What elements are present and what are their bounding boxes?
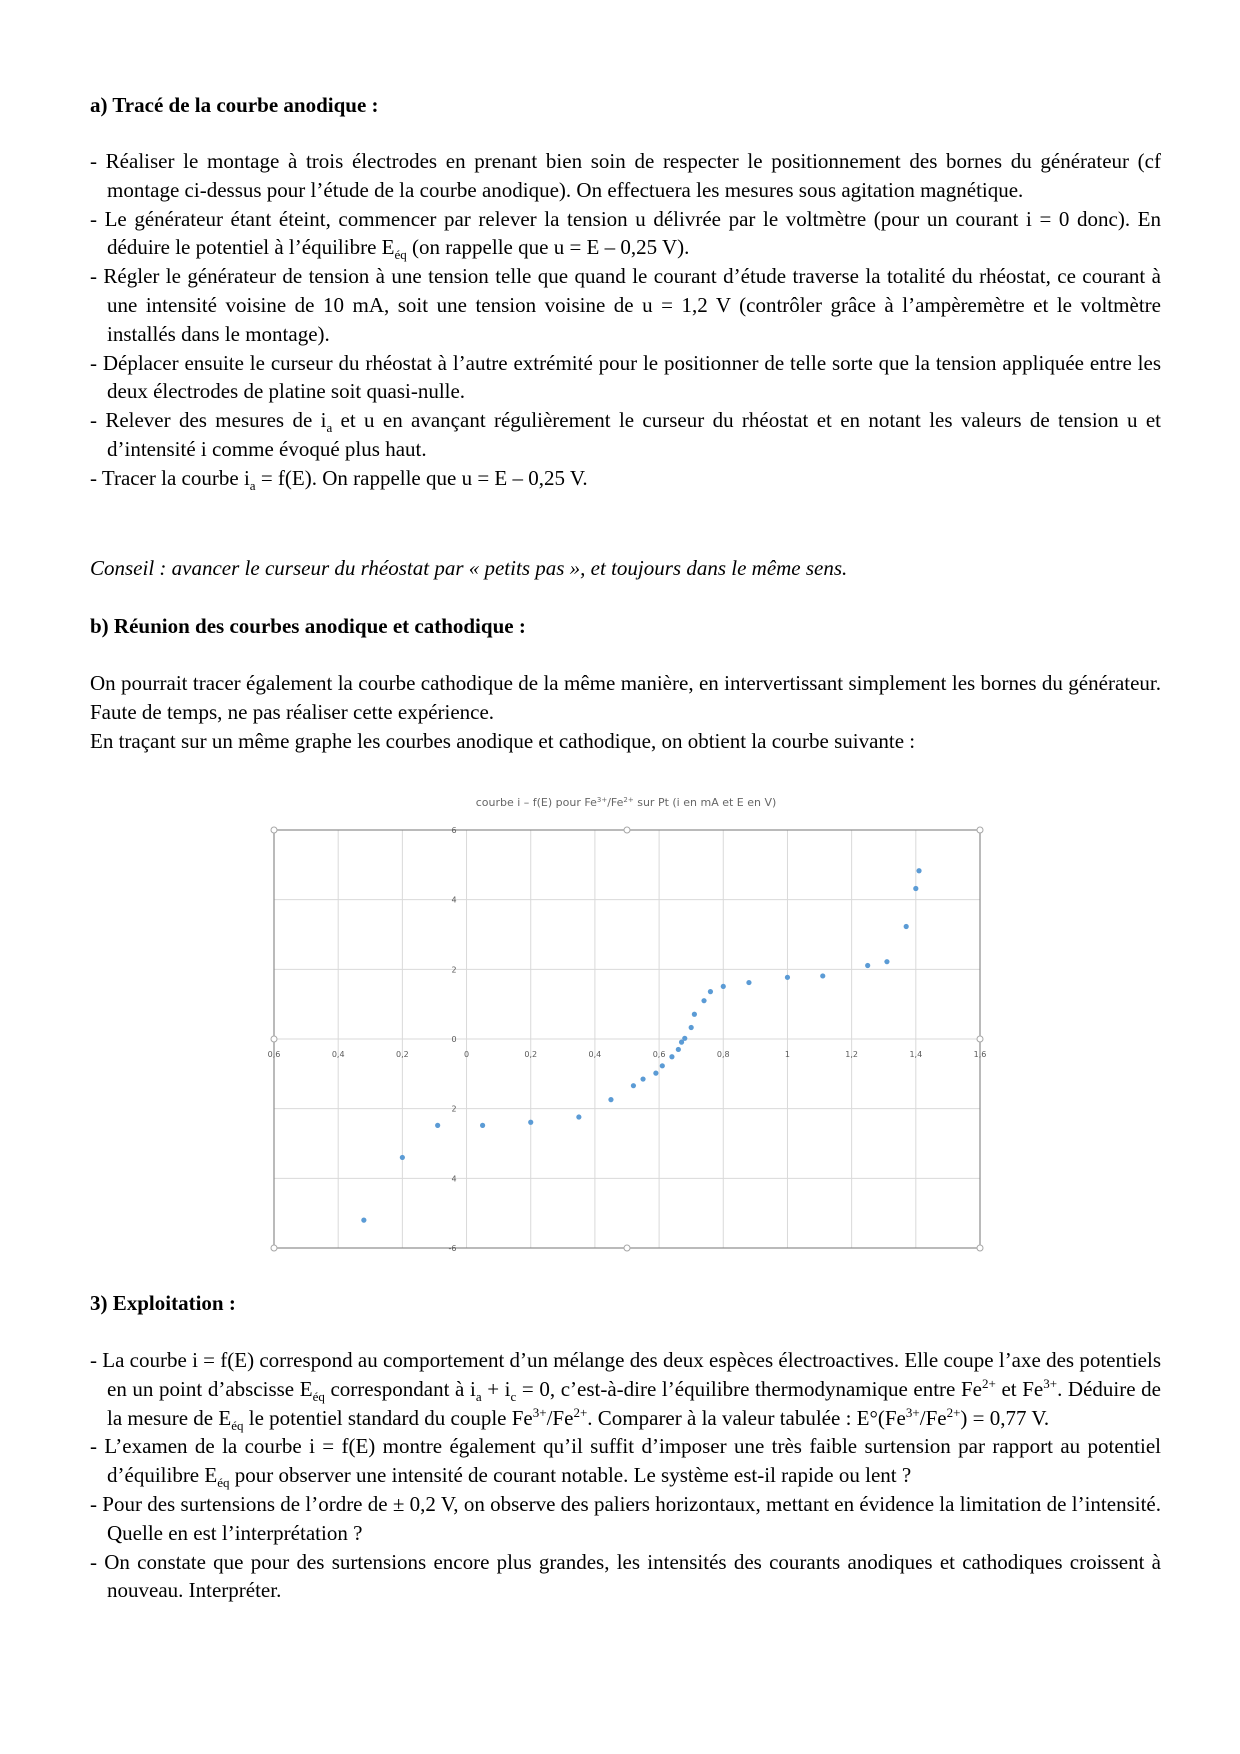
chart-title-part: /Fe	[607, 796, 624, 809]
x-tick-label: 0,2	[524, 1050, 538, 1059]
chart-title	[476, 796, 777, 809]
subscript: a	[326, 420, 333, 436]
y-tick-label: 4	[451, 1174, 457, 1184]
subscript: éq	[312, 1388, 325, 1404]
y-tick-label: 2	[451, 965, 457, 975]
text-run: - Le générateur étant éteint, commencer par relever la tension u délivrée par le voltmètre (pour un courant i = 0 donc). En déduire le potentiel à l’équilibre E	[90, 206, 1161, 260]
data-point	[708, 989, 713, 994]
text-run: - Tracer la courbe i	[90, 465, 250, 490]
text-run: + i	[481, 1376, 511, 1401]
x-tick-label: 1	[784, 1050, 791, 1059]
subscript: éq	[231, 1417, 244, 1433]
text-run: et u en avançant régulièrement le curseur du rhéostat et en notant les valeurs de tension u et d’intensité i comme évoqué plus haut.	[107, 408, 1161, 461]
data-point	[653, 1071, 658, 1076]
data-point	[400, 1155, 405, 1160]
chart-title-part: 3+	[596, 796, 608, 804]
text-run: . Comparer à la valeur tabulée : E°(Fe	[587, 1405, 906, 1430]
data-point	[660, 1063, 665, 1068]
y-tick-label: 4	[451, 895, 457, 905]
x-tick-label: 1,4	[909, 1050, 923, 1059]
resize-handle	[977, 1036, 983, 1042]
resize-handle	[271, 1245, 277, 1251]
subscript: éq	[217, 1475, 230, 1491]
subscript: c	[510, 1388, 517, 1404]
x-tick-label: 0,6	[267, 1050, 281, 1059]
data-point	[435, 1123, 440, 1128]
subscript: a	[249, 477, 256, 493]
exploitation-list	[90, 1346, 1161, 1605]
resize-handle	[624, 827, 630, 833]
heading-reunion-courbes: b) Réunion des courbes anodique et cathodique :	[90, 614, 526, 638]
data-point	[701, 998, 706, 1003]
data-point	[676, 1047, 681, 1052]
data-point	[669, 1054, 674, 1059]
resize-handle	[271, 827, 277, 833]
text-run: - Réaliser le montage à trois électrodes en prenant bien soin de respecter le positionnement des bornes du générateur (cf montage ci-dessus pour l’étude de la courbe anodique). On effectuera les mesures sous agitation magnétique.	[90, 149, 1161, 202]
x-tick-label: 0,4	[331, 1050, 345, 1059]
data-point	[631, 1083, 636, 1088]
data-point	[576, 1114, 581, 1119]
text-run: = f(E). On rappelle que u = E – 0,25 V.	[255, 465, 588, 490]
text-run: correspondant à i	[324, 1376, 476, 1401]
chart-title-part: sur Pt (i en mA et E en V)	[633, 796, 777, 809]
data-point	[689, 1025, 694, 1030]
list-item	[90, 1346, 1161, 1432]
y-tick-label: -6	[448, 1244, 457, 1253]
text-run: - Déplacer ensuite le curseur du rhéostat à l’autre extrémité pour le positionner de telle sorte que la tension appliquée entre les deux électrodes de platine soit quasi-nulle.	[90, 350, 1161, 404]
list-item	[90, 147, 1161, 205]
y-tick-label: 2	[451, 1104, 457, 1114]
data-point	[640, 1076, 645, 1081]
data-point	[884, 959, 889, 964]
scatter-chart	[260, 780, 1000, 1270]
x-tick-label: 1,2	[845, 1050, 859, 1059]
resize-handle	[271, 1036, 277, 1042]
text-run: le potentiel standard du couple Fe	[243, 1405, 533, 1430]
data-point	[913, 886, 918, 891]
data-point	[608, 1097, 613, 1102]
resize-handle	[624, 1245, 630, 1251]
data-point	[721, 984, 726, 989]
instructions-list-a	[90, 147, 1161, 493]
resize-handle	[977, 1245, 983, 1251]
list-item	[90, 1490, 1161, 1548]
text-run: ) = 0,77 V.	[960, 1405, 1050, 1430]
list-item	[90, 1548, 1161, 1606]
data-point	[528, 1120, 533, 1125]
y-tick-label: 0	[451, 1035, 457, 1044]
heading-exploitation: 3) Exploitation :	[90, 1291, 236, 1315]
text-run: - Relever des mesures de i	[90, 408, 327, 433]
text-run: - La courbe i = f(E) correspond au comportement d’un mélange des deux espèces électroactives. Elle coupe l’axe des potentiels en un point d’abscisse E	[90, 1348, 1161, 1401]
y-tick-label: 6	[451, 826, 457, 835]
data-point	[361, 1218, 366, 1223]
subscript: éq	[394, 247, 407, 263]
x-tick-label: 0,4	[588, 1050, 602, 1059]
text-run: - On constate que pour des surtensions encore plus grandes, les intensités des courants anodiques et cathodiques croissent à nouveau. Interpréter.	[90, 1549, 1161, 1603]
text-run: - L’examen de la courbe i = f(E) montre également qu’il suffit d’imposer une très faible surtension par rapport au potentiel d’équilibre E	[90, 1434, 1161, 1488]
text-run: - Pour des surtensions de l’ordre de ± 0,2 V, on observe des paliers horizontaux, mettant en évidence la limitation de l’intensité. Quelle en est l’interprétation ?	[90, 1491, 1161, 1545]
advice-text: Conseil : avancer le curseur du rhéostat par « petits pas », et toujours dans le même sens.	[90, 556, 848, 580]
data-point	[682, 1036, 687, 1041]
x-tick-label: 0,2	[395, 1050, 409, 1059]
list-item	[90, 1432, 1161, 1490]
text-run: . Déduire de la mesure de E	[107, 1376, 1161, 1430]
data-point	[746, 980, 751, 985]
data-point	[785, 975, 790, 980]
data-point	[820, 973, 825, 978]
list-item	[90, 406, 1161, 464]
list-item	[90, 464, 1161, 493]
text-run: /Fe	[546, 1405, 574, 1430]
data-point	[916, 868, 921, 873]
text-run: - Régler le générateur de tension à une tension telle que quand le courant d’étude traverse la totalité du rhéostat, ce courant à une intensité voisine de 10 mA, soit une tension voisine de u = 1,2 V (contrôler grâce à l’ampèremètre et le voltmètre installés dans le montage).	[90, 264, 1161, 346]
x-tick-label: 0,8	[716, 1050, 730, 1059]
superscript: 2+	[946, 1404, 961, 1420]
chart-title-part: 2+	[623, 796, 634, 804]
list-item	[90, 262, 1161, 348]
heading-trace-courbe-anodique: a) Tracé de la courbe anodique :	[90, 93, 379, 117]
data-point	[865, 963, 870, 968]
superscript: 2+	[573, 1404, 588, 1420]
list-item	[90, 205, 1161, 263]
x-tick-label: 0	[463, 1050, 470, 1059]
chart-title-part: courbe i – f(E) pour Fe	[475, 796, 597, 809]
data-point	[904, 924, 909, 929]
data-point	[480, 1123, 485, 1128]
text-run: = 0, c’est-à-dire l’équilibre thermodynamique entre Fe	[516, 1376, 982, 1401]
paragraph-cathodique: On pourrait tracer également la courbe cathodique de la même manière, en intervertissant simplement les bornes du générateur. Faute de temps, ne pas réaliser cette expérience.	[90, 671, 1161, 724]
x-tick-label: 0,6	[652, 1050, 666, 1059]
data-point	[692, 1012, 697, 1017]
subscript: a	[475, 1388, 482, 1404]
text-run: et Fe	[995, 1376, 1044, 1401]
text-run: pour observer une intensité de courant notable. Le système est-il rapide ou lent ?	[229, 1463, 912, 1488]
superscript: 3+	[532, 1404, 547, 1420]
list-item	[90, 349, 1161, 407]
paragraph-graphe: En traçant sur un même graphe les courbes anodique et cathodique, on obtient la courbe suivante :	[90, 729, 916, 753]
text-run: (on rappelle que u = E – 0,25 V).	[406, 235, 690, 260]
text-run: /Fe	[919, 1405, 947, 1430]
superscript: 3+	[905, 1404, 920, 1420]
superscript: 2+	[981, 1375, 996, 1391]
superscript: 3+	[1043, 1375, 1058, 1391]
x-tick-label: 1,6	[973, 1050, 987, 1059]
resize-handle	[977, 827, 983, 833]
